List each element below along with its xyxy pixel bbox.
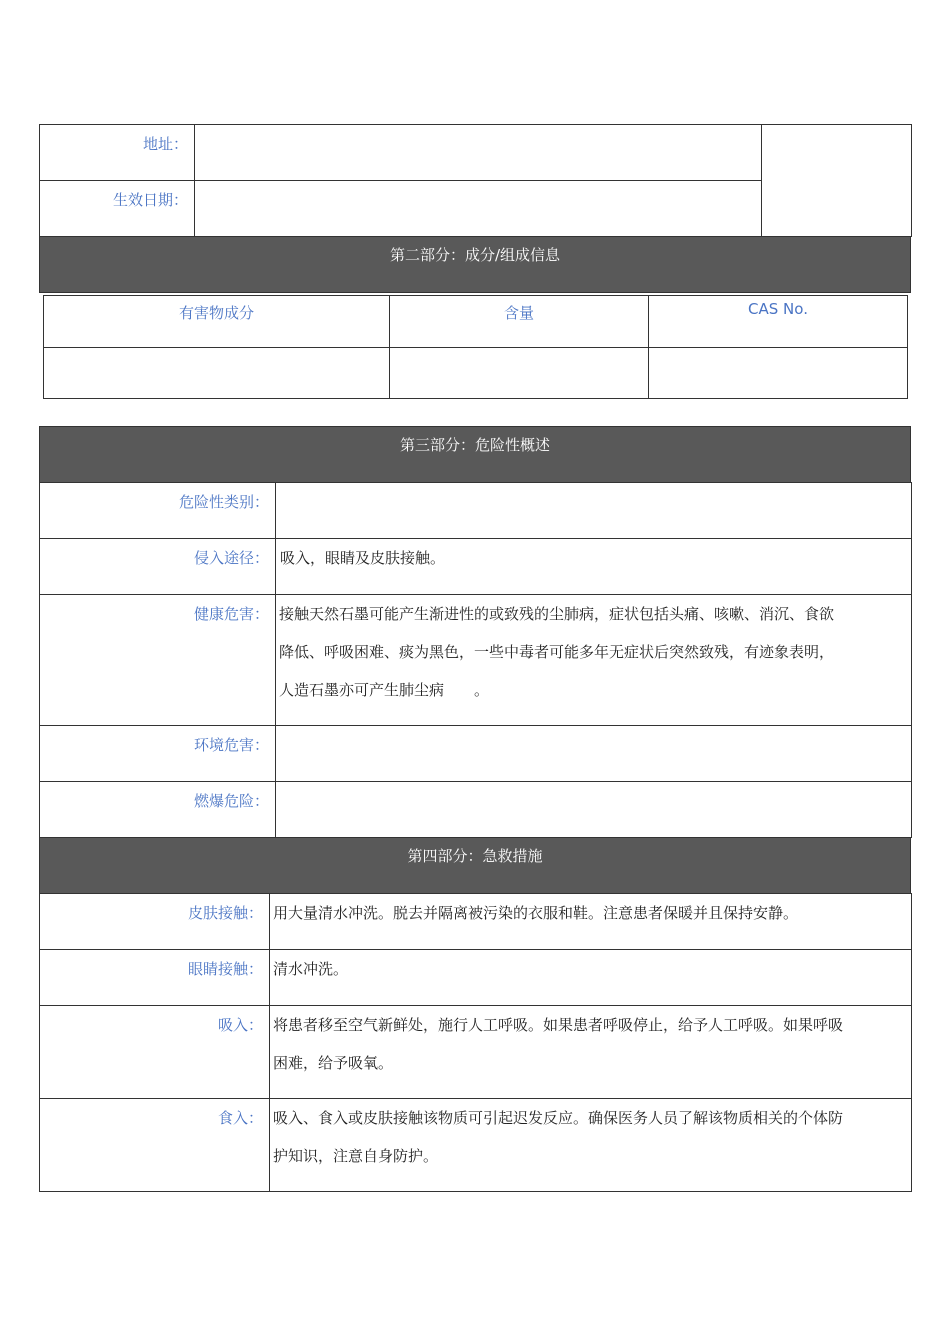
exposure-route-value: 吸入，眼睛及皮肤接触。: [276, 539, 912, 595]
column-header-hazardous-component: 有害物成分: [44, 296, 390, 348]
skin-contact-label: 皮肤接触：: [40, 894, 270, 950]
eye-contact-value: 清水冲洗。: [270, 950, 912, 1006]
hazard-category-value: [276, 483, 912, 539]
table-row: [40, 894, 912, 950]
health-hazard-value: [276, 595, 912, 726]
environmental-hazard-value: [276, 726, 912, 782]
section2-title: 第二部分：成分/组成信息: [389, 246, 561, 264]
eye-contact-label: 眼睛接触：: [40, 950, 270, 1006]
cell-cas: [649, 348, 908, 399]
section3-header: [39, 426, 911, 483]
explosion-hazard-value: [276, 782, 912, 838]
table-row: [40, 950, 912, 1006]
cell-component: [44, 348, 390, 399]
ingestion-value: [270, 1099, 912, 1192]
section4-header: [39, 837, 911, 894]
inhalation-label: 吸入：: [40, 1006, 270, 1099]
hazard-category-label: 危险性类别：: [40, 483, 276, 539]
first-aid-table: [39, 893, 912, 1192]
ingestion-label: 食入：: [40, 1099, 270, 1192]
skin-contact-value: 用大量清水冲洗。脱去并隔离被污染的衣服和鞋。注意患者保暖并且保持安静。: [270, 894, 912, 950]
explosion-hazard-label: 燃爆危险：: [40, 782, 276, 838]
section4-title: 第四部分：急救措施: [407, 847, 543, 865]
inhalation-line: 将患者移至空气新鲜处，施行人工呼吸。如果患者呼吸停止，给予人工呼吸。如果呼吸: [273, 1016, 844, 1034]
effective-date-label: 生效日期：: [40, 181, 195, 237]
table-row: [40, 1099, 912, 1192]
table-row: [40, 726, 912, 782]
inhalation-value: [270, 1006, 912, 1099]
health-hazard-line: 降低、呼吸困难、痰为黑色，一些中毒者可能多年无症状后突然致残，有迹象表明，: [279, 643, 835, 661]
hazard-table: [39, 482, 912, 838]
health-hazard-label: 健康危害：: [40, 595, 276, 726]
inhalation-line: 困难，给予吸氧。: [273, 1054, 394, 1072]
table-row: [40, 595, 912, 726]
environmental-hazard-label: 环境危害：: [40, 726, 276, 782]
section3-title: 第三部分：危险性概述: [399, 436, 550, 454]
table-row: [44, 348, 908, 399]
health-hazard-line: 人造石墨亦可产生肺尘病 。: [279, 681, 490, 699]
exposure-route-label: 侵入途径：: [40, 539, 276, 595]
health-hazard-line: 接触天然石墨可能产生渐进性的或致残的尘肺病，症状包括头痛、咳嗽、消沉、食欲: [279, 605, 835, 623]
table-row: [40, 1006, 912, 1099]
section2-header: [39, 236, 911, 293]
effective-date-value: [195, 181, 762, 237]
table-row: [40, 483, 912, 539]
cell-content: [390, 348, 649, 399]
address-value: [195, 125, 762, 181]
info-table: [39, 124, 912, 237]
ingestion-line: 护知识，注意自身防护。: [273, 1147, 439, 1165]
column-header-cas-no: CAS No.: [649, 296, 908, 348]
logo-placeholder-cell: [762, 125, 912, 237]
column-header-content: 含量: [390, 296, 649, 348]
composition-table: [43, 295, 908, 399]
table-row: [40, 782, 912, 838]
address-label: 地址：: [40, 125, 195, 181]
ingestion-line: 吸入、食入或皮肤接触该物质可引起迟发反应。确保医务人员了解该物质相关的个体防: [273, 1109, 844, 1127]
table-row: [40, 539, 912, 595]
